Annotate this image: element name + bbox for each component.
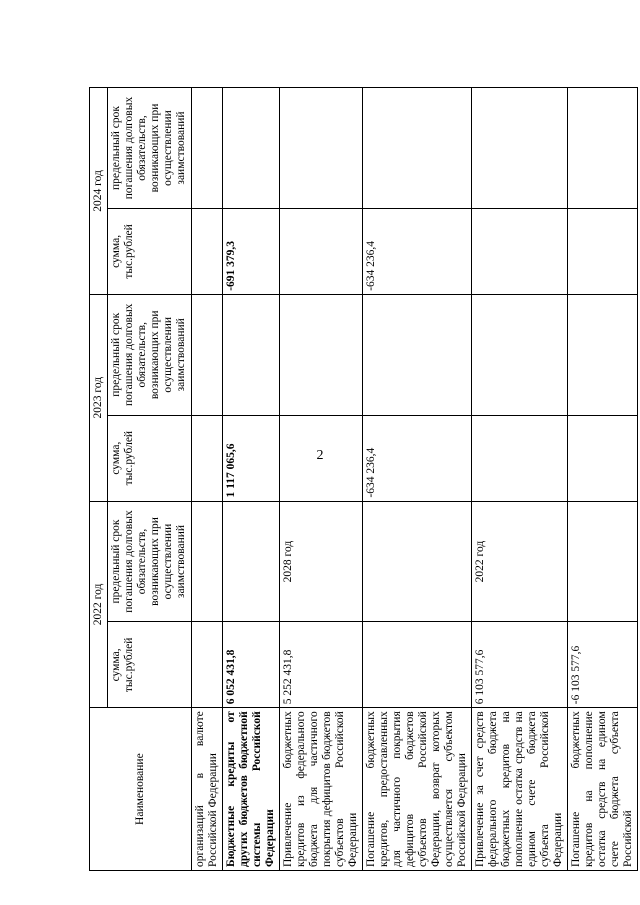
term-2024 bbox=[280, 88, 363, 209]
term-2024 bbox=[363, 88, 472, 209]
page-number: 2 bbox=[316, 448, 324, 463]
table-row bbox=[223, 88, 280, 871]
row-name: организаций в валюте Российской Федерации bbox=[192, 708, 223, 871]
value-2023: 1 117 065,6 bbox=[223, 415, 280, 501]
value-2024 bbox=[472, 209, 568, 295]
table-row bbox=[472, 88, 568, 871]
term-2024 bbox=[568, 88, 638, 209]
term-2022 bbox=[192, 501, 223, 622]
row-name: Погашение бюджетных кредитов на пополнение остатка средств на едином счете бюджета субъекта Российской bbox=[568, 708, 638, 871]
value-2023 bbox=[192, 415, 223, 501]
header-name: Наименование bbox=[90, 708, 192, 871]
term-2024 bbox=[223, 88, 280, 209]
value-2024 bbox=[192, 209, 223, 295]
header-year-2023: 2023 год bbox=[90, 294, 108, 501]
value-2024: -634 236,4 bbox=[363, 209, 472, 295]
row-name: Привлечение за счет средств федерального бюджета бюджетных кредитов на пополнение остатка средств на едином счете бюджета субъекта Российской Федерации bbox=[472, 708, 568, 871]
header-term-2022: предельный срок погашения долговых обязательств, возникающих при осуществлении заимствований bbox=[108, 501, 192, 622]
value-2024 bbox=[280, 209, 363, 295]
row-name: Привлечение бюджетных кредитов из федерального бюджета для частичного покрытия дефицитов бюджетов субъектов Российской Федерации bbox=[280, 708, 363, 871]
value-2023 bbox=[472, 415, 568, 501]
term-2024 bbox=[192, 88, 223, 209]
table-row bbox=[280, 88, 363, 871]
value-2022 bbox=[363, 622, 472, 708]
row-name: Погашение бюджетных кредитов, предоставленных для частичного покрытия дефицитов бюджетов субъектов Российской Федерации, возврат которых осуществляется субъектом Российской Федерации bbox=[363, 708, 472, 871]
header-year-2024: 2024 год bbox=[90, 88, 108, 295]
table-row bbox=[568, 88, 638, 871]
value-2024 bbox=[568, 209, 638, 295]
value-2023 bbox=[280, 415, 363, 501]
term-2023 bbox=[280, 294, 363, 415]
header-term-2023: предельный срок погашения долговых обязательств, возникающих при осуществлении заимствований bbox=[108, 294, 192, 415]
table-row bbox=[363, 88, 472, 871]
value-2022: -6 103 577,6 bbox=[568, 622, 638, 708]
term-2023 bbox=[363, 294, 472, 415]
value-2023: -634 236,4 bbox=[363, 415, 472, 501]
row-name: Бюджетные кредиты от других бюджетов бюджетной системы Российской Федерации bbox=[223, 708, 280, 871]
value-2022 bbox=[192, 622, 223, 708]
value-2023 bbox=[568, 415, 638, 501]
borrowing-table bbox=[89, 87, 638, 871]
term-2024 bbox=[472, 88, 568, 209]
term-2023 bbox=[568, 294, 638, 415]
term-2022 bbox=[223, 501, 280, 622]
header-sum-2023: сумма, тыс.рублей bbox=[108, 415, 192, 501]
header-sum-2022: сумма, тыс.рублей bbox=[108, 622, 192, 708]
header-term-2024: предельный срок погашения долговых обязательств, возникающих при осуществлении заимствований bbox=[108, 88, 192, 209]
term-2022: 2028 год bbox=[280, 501, 363, 622]
header-year-2022: 2022 год bbox=[90, 501, 108, 708]
term-2022: 2022 год bbox=[472, 501, 568, 622]
rotated-table-wrapper bbox=[89, 87, 634, 871]
header-sum-2024: сумма, тыс.рублей bbox=[108, 209, 192, 295]
table-row bbox=[192, 88, 223, 871]
term-2023 bbox=[472, 294, 568, 415]
header-row-years bbox=[90, 88, 108, 871]
value-2022: 6 052 431,8 bbox=[223, 622, 280, 708]
term-2022 bbox=[363, 501, 472, 622]
value-2022: 6 103 577,6 bbox=[472, 622, 568, 708]
term-2023 bbox=[192, 294, 223, 415]
term-2023 bbox=[223, 294, 280, 415]
value-2024: -691 379,3 bbox=[223, 209, 280, 295]
value-2022: 5 252 431,8 bbox=[280, 622, 363, 708]
term-2022 bbox=[568, 501, 638, 622]
